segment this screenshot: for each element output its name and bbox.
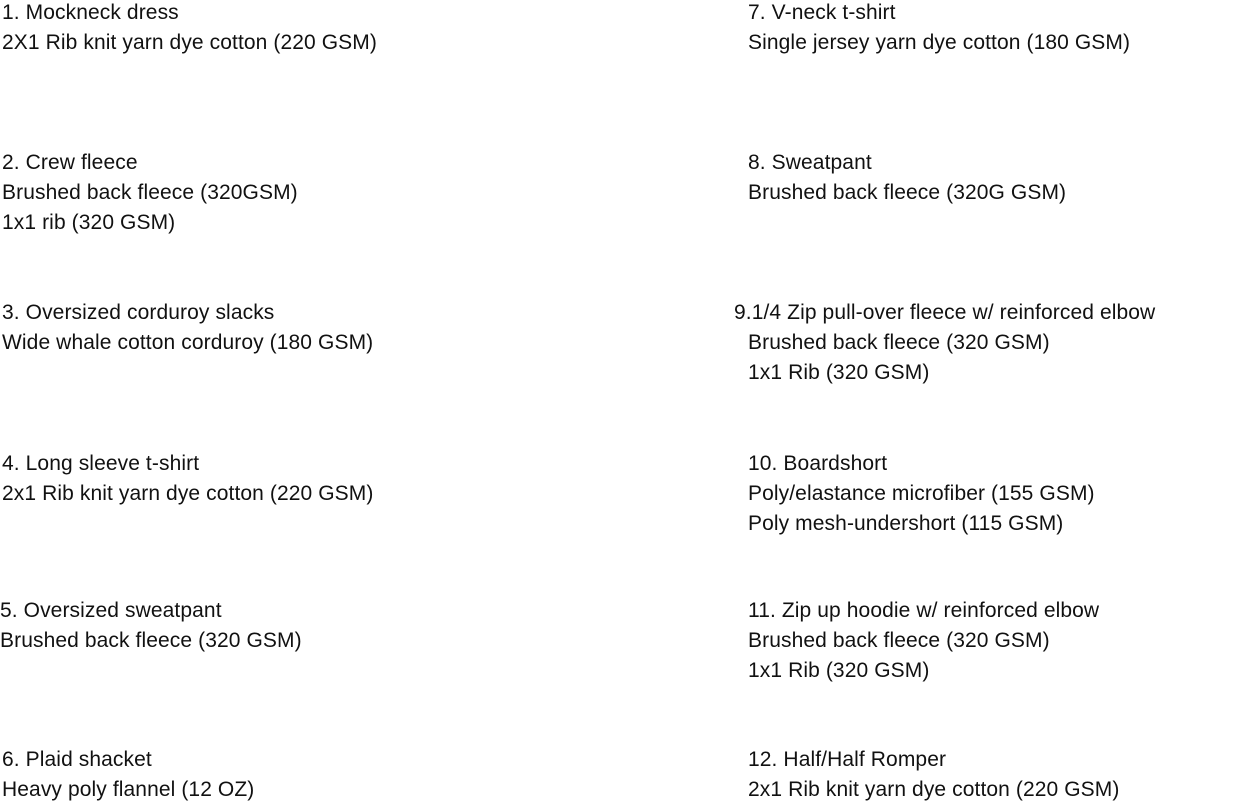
garment-material: Brushed back fleece (320 GSM) (0, 629, 302, 652)
garment-material: Brushed back fleece (320GSM) (2, 181, 298, 204)
garment-item-12 (748, 745, 1119, 805)
garment-item-4 (2, 449, 373, 509)
garment-material: Single jersey yarn dye cotton (180 GSM) (748, 31, 1131, 54)
garment-item-5 (0, 596, 302, 656)
garment-title: 5. Oversized sweatpant (0, 599, 222, 622)
garment-material: Heavy poly flannel (12 OZ) (2, 778, 255, 801)
garment-material: 1x1 Rib (320 GSM) (748, 361, 930, 384)
garment-material: 2x1 Rib knit yarn dye cotton (220 GSM) (748, 778, 1120, 801)
garment-material: Brushed back fleece (320 GSM) (748, 331, 1050, 354)
garment-title: 9.1/4 Zip pull-over fleece w/ reinforced elbow (734, 301, 1156, 324)
garment-title: 10. Boardshort (748, 452, 888, 475)
garment-item-11 (748, 596, 1099, 686)
garment-title: 4. Long sleeve t-shirt (2, 452, 200, 475)
garment-item-3 (2, 298, 373, 358)
garment-material: Poly mesh-undershort (115 GSM) (748, 512, 1064, 535)
garment-title: 11. Zip up hoodie w/ reinforced elbow (748, 599, 1100, 622)
garment-material: 1x1 rib (320 GSM) (2, 211, 176, 234)
garment-material: Poly/elastance microfiber (155 GSM) (748, 482, 1095, 505)
garment-item-6 (2, 745, 254, 805)
garment-item-8 (748, 148, 1066, 208)
garment-title: 2. Crew fleece (2, 151, 138, 174)
garment-material: 1x1 Rib (320 GSM) (748, 659, 930, 682)
garment-material: Brushed back fleece (320G GSM) (748, 181, 1067, 204)
garment-title: 12. Half/Half Romper (748, 748, 947, 771)
garment-title: 3. Oversized corduroy slacks (2, 301, 275, 324)
garment-title: 7. V-neck t-shirt (748, 1, 896, 24)
garment-material: Brushed back fleece (320 GSM) (748, 629, 1050, 652)
garment-material: 2X1 Rib knit yarn dye cotton (220 GSM) (2, 31, 377, 54)
garment-item-2 (2, 148, 298, 238)
garment-material: Wide whale cotton corduroy (180 GSM) (2, 331, 374, 354)
garment-item-7 (748, 0, 1130, 58)
garment-title: 8. Sweatpant (748, 151, 872, 174)
garment-item-9 (734, 298, 1155, 388)
garment-material: 2x1 Rib knit yarn dye cotton (220 GSM) (2, 482, 374, 505)
garment-title: 1. Mockneck dress (2, 1, 179, 24)
garment-item-10 (748, 449, 1095, 539)
garment-item-1 (2, 0, 377, 58)
garment-title: 6. Plaid shacket (2, 748, 152, 771)
